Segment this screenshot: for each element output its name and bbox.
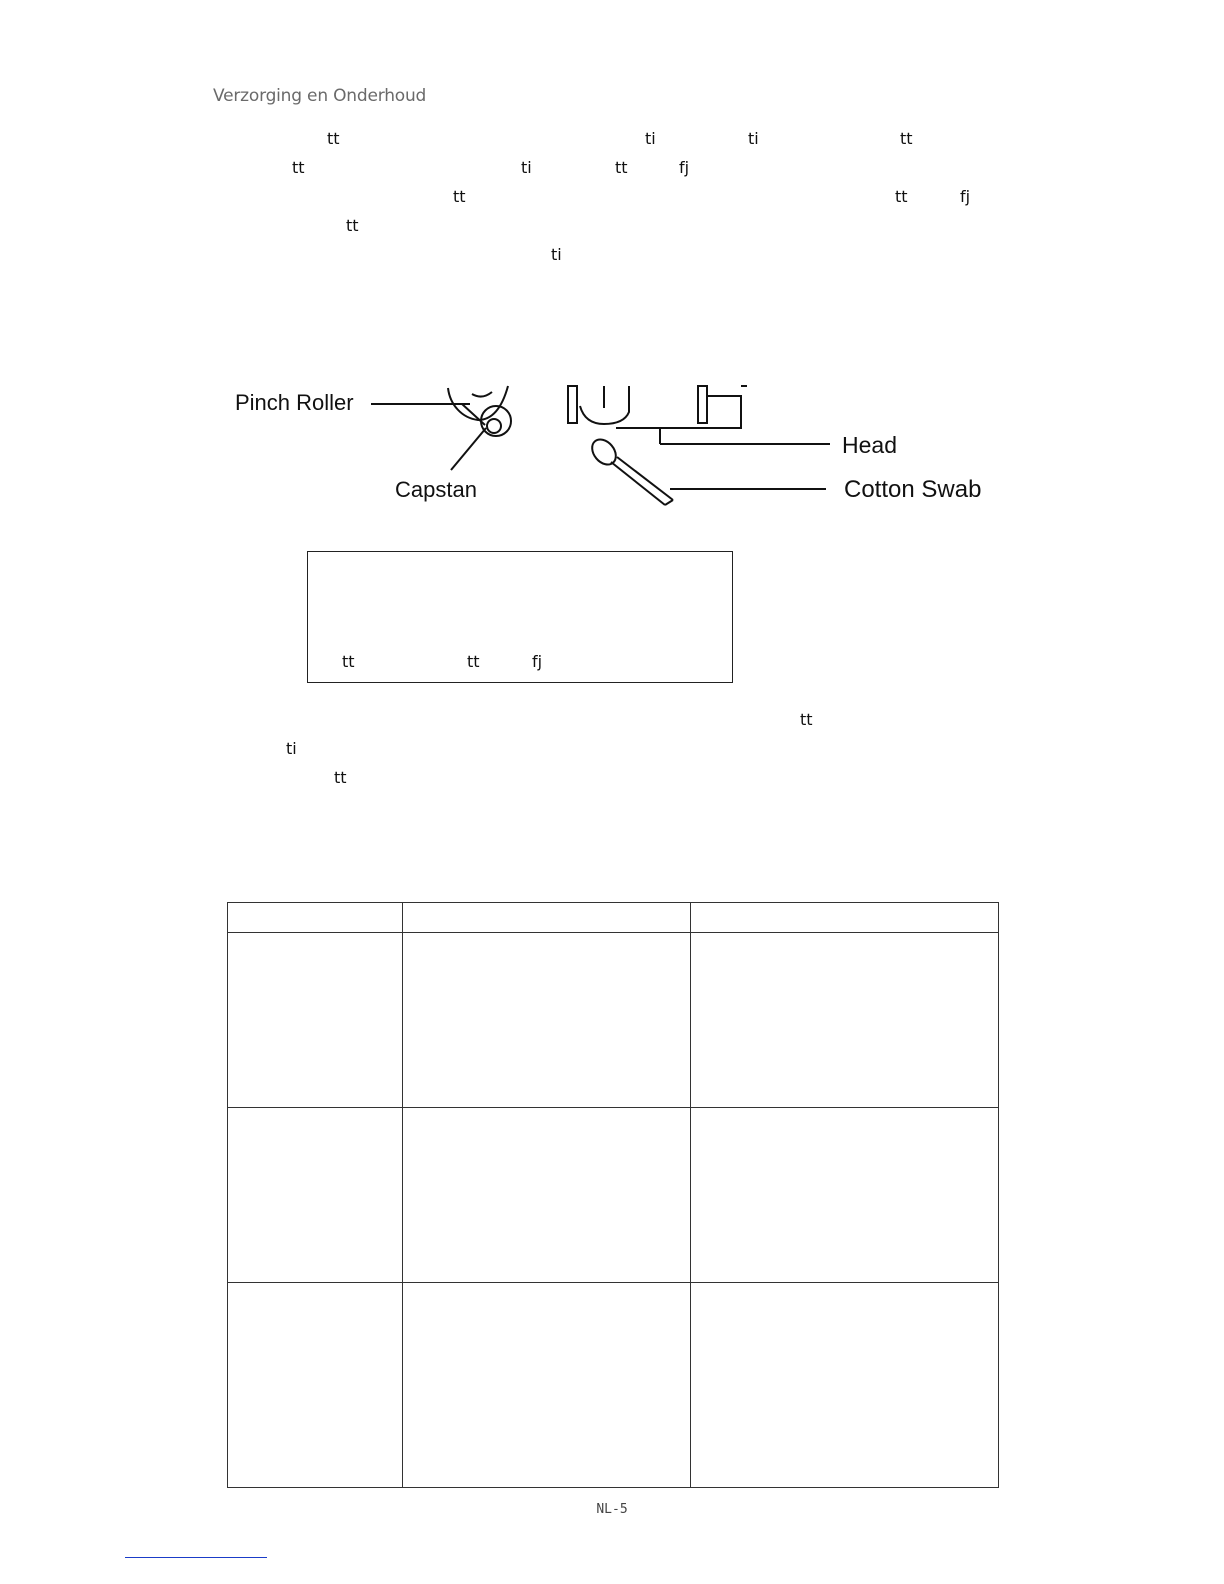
ligature-glyph: ti	[521, 158, 532, 177]
footer-link-underline[interactable]	[125, 1557, 267, 1558]
head-right-block	[698, 386, 707, 423]
head-left-block	[568, 386, 577, 423]
swab-tip	[587, 435, 620, 469]
table-row	[228, 1108, 999, 1283]
ligature-glyph: tt	[334, 768, 347, 787]
ligature-glyph: fj	[679, 158, 690, 177]
ligature-glyph: ti	[286, 739, 297, 758]
diagram-lines	[0, 0, 1224, 560]
head-label: Head	[842, 432, 897, 458]
table-row	[228, 933, 999, 1108]
note-box	[307, 551, 733, 683]
table-row	[228, 1283, 999, 1488]
table-cell	[228, 933, 403, 1108]
ligature-glyph: tt	[327, 129, 340, 148]
cotton-swab-label: Cotton Swab	[844, 476, 982, 503]
table-cell	[403, 1283, 691, 1488]
pinch-roller-label: Pinch Roller	[235, 390, 354, 415]
capstan-label: Capstan	[395, 477, 477, 502]
ligature-glyph: tt	[895, 187, 908, 206]
table-cell	[403, 933, 691, 1108]
ligature-glyph: ti	[645, 129, 656, 148]
table-header-cell	[691, 903, 999, 933]
ligature-glyph: tt	[342, 652, 355, 671]
ligature-glyph: tt	[453, 187, 466, 206]
ligature-glyph: fj	[532, 652, 543, 671]
section-title: Verzorging en Onderhoud	[213, 86, 427, 106]
ligature-glyph: ti	[748, 129, 759, 148]
ligature-glyph: tt	[467, 652, 480, 671]
ligature-glyph: tt	[292, 158, 305, 177]
table-header-cell	[403, 903, 691, 933]
table-cell	[691, 933, 999, 1108]
table-cell	[228, 1108, 403, 1283]
capstan-leader	[451, 428, 486, 470]
table-cell	[691, 1108, 999, 1283]
ligature-glyph: tt	[800, 710, 813, 729]
table-cell	[228, 1283, 403, 1488]
troubleshooting-table	[227, 902, 999, 1488]
ligature-glyph: tt	[900, 129, 913, 148]
table-cell	[403, 1108, 691, 1283]
table-header-row	[228, 903, 999, 933]
capstan-inner	[487, 419, 501, 433]
page-number: NL-5	[596, 1502, 628, 1517]
head-connector	[616, 396, 741, 428]
pinch-roller-inner	[472, 392, 492, 397]
table-header-cell	[228, 903, 403, 933]
ligature-glyph: tt	[615, 158, 628, 177]
ligature-glyph: fj	[960, 187, 971, 206]
ligature-glyph: ti	[551, 245, 562, 264]
ligature-glyph: tt	[346, 216, 359, 235]
table-cell	[691, 1283, 999, 1488]
